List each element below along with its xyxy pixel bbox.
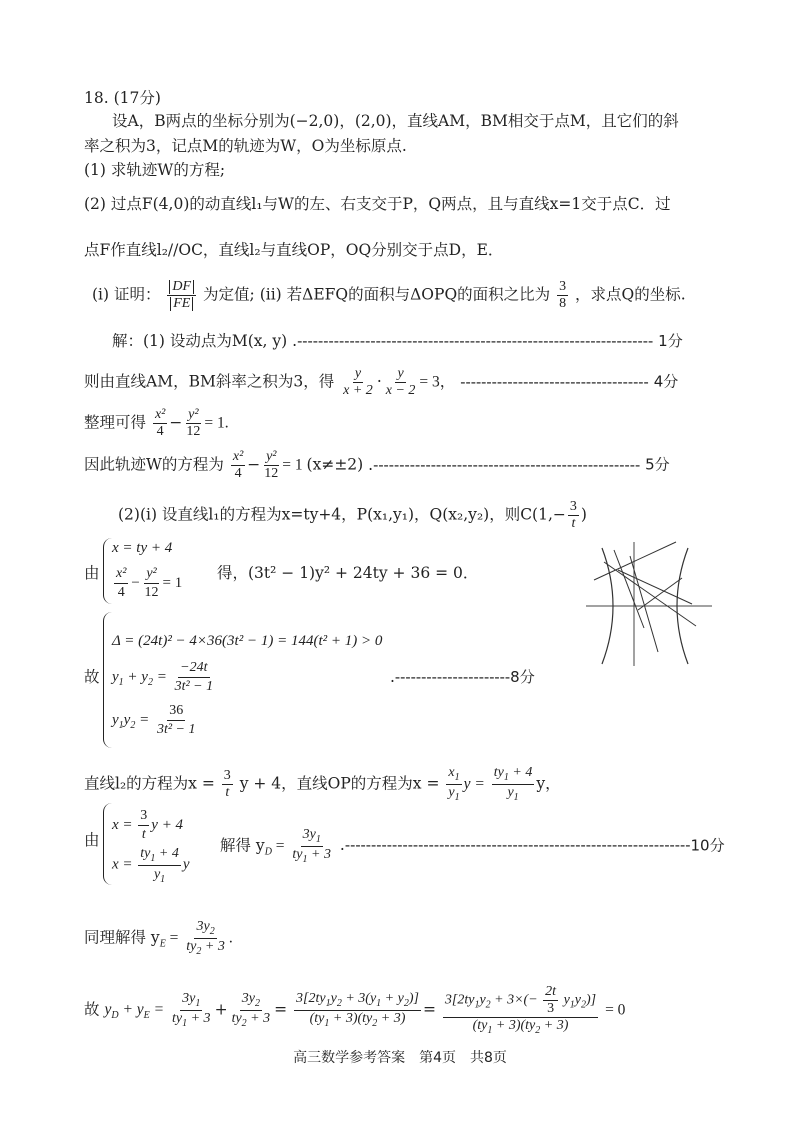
- s2-prefix: 则由直线AM，BM斜率之积为3，得: [84, 372, 335, 391]
- question-2-line1: (2) 过点F(4,0)的动直线l₁与W的左、右支交于P，Q两点，且与直线x=1交于点C．过: [84, 195, 671, 213]
- q2-i-prefix: (i) 证明：: [92, 285, 161, 304]
- s2-score: 4分: [653, 372, 679, 391]
- sys2-line2: $y_1 + y_2$ = $\frac{-24t}{\text{3t² − 1}}$: [112, 660, 214, 694]
- q2-ii-prefix: (ii) 若ΔEFQ的面积与ΔOPQ的面积之比为: [259, 285, 551, 304]
- q2-ii-suffix: ，求点Q的坐标.: [575, 285, 686, 304]
- sys3-score: 10分: [690, 836, 725, 855]
- df-fe-fraction: [167, 280, 196, 311]
- sys3-prefix: 由: [84, 831, 100, 849]
- s4-score: 5分: [645, 455, 670, 474]
- s5-end: ): [580, 505, 587, 524]
- sys3-solve: 解得 y: [220, 836, 265, 855]
- hyperbola-figure: [584, 540, 714, 670]
- l2-mid: y + 4，直线OP的方程为x =: [239, 774, 440, 793]
- page-footer: 高三数学参考答案 第4页 共8页: [293, 1050, 507, 1066]
- sys3-line2: x = $\frac{ty_1 + 4}{y_1}$ y: [112, 846, 190, 885]
- solution-step2: 则由直线AM，BM斜率之积为3，得 $\frac{y}{x + 2}$ · $\frac{y}{x - 2}$ = 3， ------------------------------------ 4分: [84, 366, 679, 398]
- ratio-den: 8: [559, 296, 567, 311]
- sys3-line1: x = $\frac{3}{t}$ y + 4: [112, 808, 184, 842]
- final-line: 故 $y_D + y_E$ = $\frac{3y_1}{ty_1 + 3}$ + $\frac{3y_2}{ty_2 + 3}$ = $\frac{3[2ty_1y_2 + 3(y_1 + y_2)]}{(ty_1 + 3)(ty_2 + 3)}$ = $3[2ty_1y_2 + 3\times(-$ $\frac{2t}{3}$ $y_1y_2$)] $(ty_1 + 3)(ty_2 + 3)$ = 0: [84, 984, 626, 1036]
- sys2-score-line: .----------------------8分: [390, 668, 535, 686]
- problem-number: 18. (17分): [84, 89, 161, 107]
- q2-i-suffix: 为定值;: [203, 285, 255, 304]
- sys2-prefix: 故: [84, 668, 100, 686]
- sys3-brace: [103, 803, 112, 885]
- area-ratio-fraction: [557, 280, 568, 311]
- df-label: DF: [169, 280, 194, 294]
- sys1-line2: $\frac{\text{x²}}{4}$ − $\frac{\text{y²}}{12}$ = 1: [116, 566, 183, 600]
- problem-stem-line2: 率之积为3，记点M的轨迹为W，O为坐标原点.: [84, 137, 407, 155]
- sys2-line3: $y_1y_2$ = $\frac{36}{\text{3t² − 1}}$: [112, 703, 196, 737]
- s4-prefix: 因此轨迹W的方程为: [84, 455, 224, 474]
- sys2-score: 8分: [510, 668, 535, 686]
- sys2-brace: [103, 612, 112, 748]
- final-end: = 0: [605, 1001, 626, 1019]
- same-text: 同理解得 y: [84, 928, 160, 947]
- sys1-line1: x = ty + 4: [112, 540, 173, 556]
- solution-step1: 解：(1) 设动点为M(x, y) .-------------------------------------------------------------------- 1分: [112, 332, 683, 350]
- solution-step3: 整理可得 $\frac{\text{x²}}{4}$ − $\frac{\text{y²}}{12}$ = 1.: [84, 407, 229, 439]
- ratio-num: 3: [559, 279, 567, 294]
- sys1-brace: [103, 538, 112, 604]
- solution-step5: (2)(i) 设直线l₁的方程为x=ty+4，P(x₁,y₁)，Q(x₂,y₂)，则C(1,− $\frac{3}{t}$ ): [118, 499, 587, 531]
- fe-label: FE: [170, 297, 193, 311]
- question-2-line2: 点F作直线l₂//OC，直线l₂与直线OP，OQ分别交于点D，E．: [84, 241, 504, 259]
- sys1-result: 得，(3t² − 1)y² + 24ty + 36 = 0．: [217, 564, 479, 582]
- problem-stem-line1: 设A，B两点的坐标分别为(−2,0)，(2,0)，直线AM，BM相交于点M，且它们的斜: [112, 112, 679, 130]
- sys3-result: 解得 $y_D$ = $\frac{3y_1}{ty_1 + 3}$ .------------------------------------------------------------------10分: [220, 827, 725, 865]
- s5-text: (2)(i) 设直线l₁的方程为x=ty+4，P(x₁,y₁)，Q(x₂,y₂)，则C(1,−: [118, 505, 566, 524]
- l2-prefix: 直线l₂的方程为x =: [84, 774, 215, 793]
- question-2-subparts: [92, 280, 686, 311]
- s3-prefix: 整理可得: [84, 413, 147, 432]
- sys1-prefix: 由: [84, 564, 100, 582]
- s4-condition: (x≠±2): [306, 455, 364, 474]
- same-result: 同理解得 $y_E$ = $\frac{3y_2}{ty_2 + 3}$ .: [84, 919, 233, 957]
- l2-equation-line: 直线l₂的方程为x = $\frac{3}{t}$ y + 4，直线OP的方程为x = $\frac{x_1}{y_1}$ y = $\frac{ty_1 + 4}{y_1}$ y，: [84, 765, 561, 803]
- sys2-line1: Δ = (24t)² − 4×36(3t² − 1) = 144(t² + 1) > 0: [112, 633, 383, 649]
- solution-step4: 因此轨迹W的方程为 $\frac{\text{x²}}{4}$ − $\frac{\text{y²}}{12}$ = 1 (x≠±2) .--------------------------------------------------- 5分: [84, 449, 670, 481]
- l2-end: y，: [536, 774, 561, 793]
- final-prefix: 故: [84, 1000, 100, 1019]
- s1-score: 1分: [658, 332, 683, 350]
- question-1: (1) 求轨迹W的方程;: [84, 161, 226, 179]
- s1-text: 解：(1) 设动点为M(x, y): [112, 332, 288, 350]
